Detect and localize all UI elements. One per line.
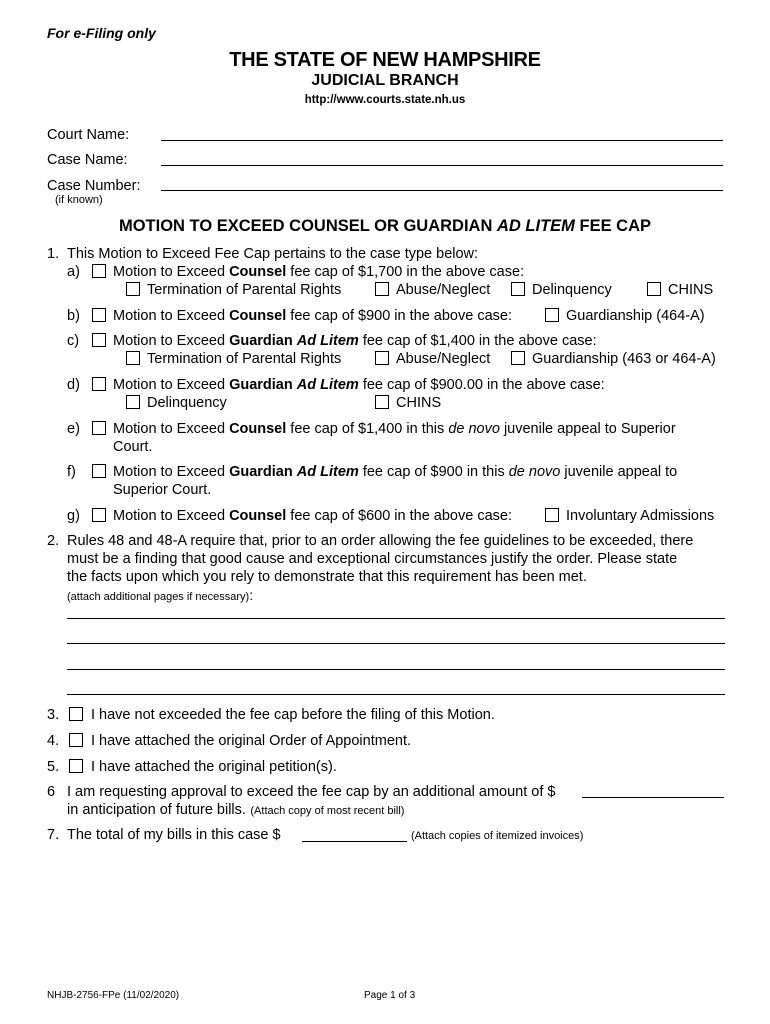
total-bills-field[interactable] [302,841,407,842]
item1d-delinquency-checkbox[interactable] [126,395,140,409]
item1g-letter: g) [67,508,80,524]
court-name-field[interactable] [161,140,723,141]
item1a-chins-checkbox[interactable] [647,282,661,296]
item1b-letter: b) [67,308,80,324]
additional-amount-field[interactable] [582,797,724,798]
if-known-note: (if known) [55,194,103,206]
title-ad-litem: AD LITEM [496,217,575,235]
court-name-label: Court Name: [47,127,130,143]
item1c-guardianship-checkbox[interactable] [511,351,525,365]
item6-line2: in anticipation of future bills. (Attach copy of most recent bill) [67,802,405,818]
item7-text: The total of my bills in this case $ [67,827,281,843]
item6-line1: I am requesting approval to exceed the fee cap by an additional amount of $ [67,784,556,800]
item1f-checkbox[interactable] [92,464,106,478]
case-name-label: Case Name: [47,152,128,168]
item1f-text-line2: Superior Court. [113,482,212,498]
item1g-involuntary-checkbox[interactable] [545,508,559,522]
case-number-field[interactable] [161,190,723,191]
item1d-text: Motion to Exceed Guardian Ad Litem fee cap of $900.00 in the above case: [113,377,605,393]
case-number-label: Case Number: [47,178,141,194]
item1a-chins-label: CHINS [668,282,714,298]
item6-number: 6 [47,784,56,800]
title-part1: MOTION TO EXCEED COUNSEL OR GUARDIAN [118,217,497,235]
item2-line2: must be a finding that good cause and exceptional circumstances justify the order. Please state [67,551,678,567]
case-name-field[interactable] [161,165,723,166]
facts-line-1[interactable] [67,618,725,619]
item1-number: 1. [47,246,60,262]
item1b-text: Motion to Exceed Counsel fee cap of $900 in the above case: [113,308,513,324]
item4-checkbox[interactable] [69,733,83,747]
state-title: THE STATE OF NEW HAMPSHIRE [229,49,541,71]
item1e-checkbox[interactable] [92,421,106,435]
item4-number: 4. [47,733,60,749]
item1e-text: Motion to Exceed Counsel fee cap of $1,400 in this de novo juvenile appeal to Superior [113,421,676,437]
item1c-guardianship-label: Guardianship (463 or 464-A) [532,351,716,367]
item1a-letter: a) [67,264,80,280]
item1d-delinquency-label: Delinquency [147,395,227,411]
item1g-text: Motion to Exceed Counsel fee cap of $600 in the above case: [113,508,513,524]
item1b-checkbox[interactable] [92,308,106,322]
facts-line-2[interactable] [67,643,725,644]
item5-number: 5. [47,759,60,775]
item1c-letter: c) [67,333,80,349]
item2-note: (attach additional pages if necessary): [67,587,254,603]
item1a-checkbox[interactable] [92,264,106,278]
form-id: NHJB-2756-FPe (11/02/2020) [47,990,180,1001]
facts-line-4[interactable] [67,694,725,695]
item4-text: I have attached the original Order of Appointment. [91,733,412,749]
item2-line3: the facts upon which you rely to demonstrate that this requirement has been met. [67,569,587,585]
item1a-abuse-checkbox[interactable] [375,282,389,296]
efiling-label: For e-Filing only [47,25,156,41]
branch-title: JUDICIAL BRANCH [311,72,459,89]
item1a-delinquency-label: Delinquency [532,282,612,298]
item3-text: I have not exceeded the fee cap before the filing of this Motion. [91,707,495,723]
item1-text: This Motion to Exceed Fee Cap pertains to the case type below: [67,246,479,262]
item7-note: (Attach copies of itemized invoices) [411,830,584,842]
item5-checkbox[interactable] [69,759,83,773]
title-part3: FEE CAP [574,217,652,235]
item1d-chins-label: CHINS [396,395,442,411]
item1d-chins-checkbox[interactable] [375,395,389,409]
item1g-checkbox[interactable] [92,508,106,522]
item1b-guardianship-label: Guardianship (464-A) [566,308,705,324]
item1a-tpr-label: Termination of Parental Rights [147,282,342,298]
facts-line-3[interactable] [67,669,725,670]
item3-checkbox[interactable] [69,707,83,721]
item1c-checkbox[interactable] [92,333,106,347]
item3-number: 3. [47,707,60,723]
item1a-abuse-label: Abuse/Neglect [396,282,491,298]
item2-line1: Rules 48 and 48-A require that, prior to an order allowing the fee guidelines to be exceeded, there [67,533,694,549]
item1f-text: Motion to Exceed Guardian Ad Litem fee cap of $900 in this de novo juvenile appeal to [113,464,678,480]
item1c-tpr-checkbox[interactable] [126,351,140,365]
item1a-text: Motion to Exceed Counsel fee cap of $1,700 in the above case: [113,264,525,280]
motion-title [0,217,770,236]
item1c-abuse-label: Abuse/Neglect [396,351,491,367]
item1c-tpr-label: Termination of Parental Rights [147,351,342,367]
item1b-guardianship-checkbox[interactable] [545,308,559,322]
item1d-letter: d) [67,377,80,393]
page-number: Page 1 of 3 [364,990,416,1001]
item1f-letter: f) [67,464,76,480]
court-url: http://www.courts.state.nh.us [304,94,466,106]
item1a-tpr-checkbox[interactable] [126,282,140,296]
item2-number: 2. [47,533,60,549]
item7-number: 7. [47,827,60,843]
item1c-text: Motion to Exceed Guardian Ad Litem fee cap of $1,400 in the above case: [113,333,597,349]
item1c-abuse-checkbox[interactable] [375,351,389,365]
item1a-delinquency-checkbox[interactable] [511,282,525,296]
item5-text: I have attached the original petition(s). [91,759,337,775]
item1e-letter: e) [67,421,80,437]
item1g-involuntary-label: Involuntary Admissions [566,508,715,524]
item1e-text-line2: Court. [113,439,153,455]
item1d-checkbox[interactable] [92,377,106,391]
